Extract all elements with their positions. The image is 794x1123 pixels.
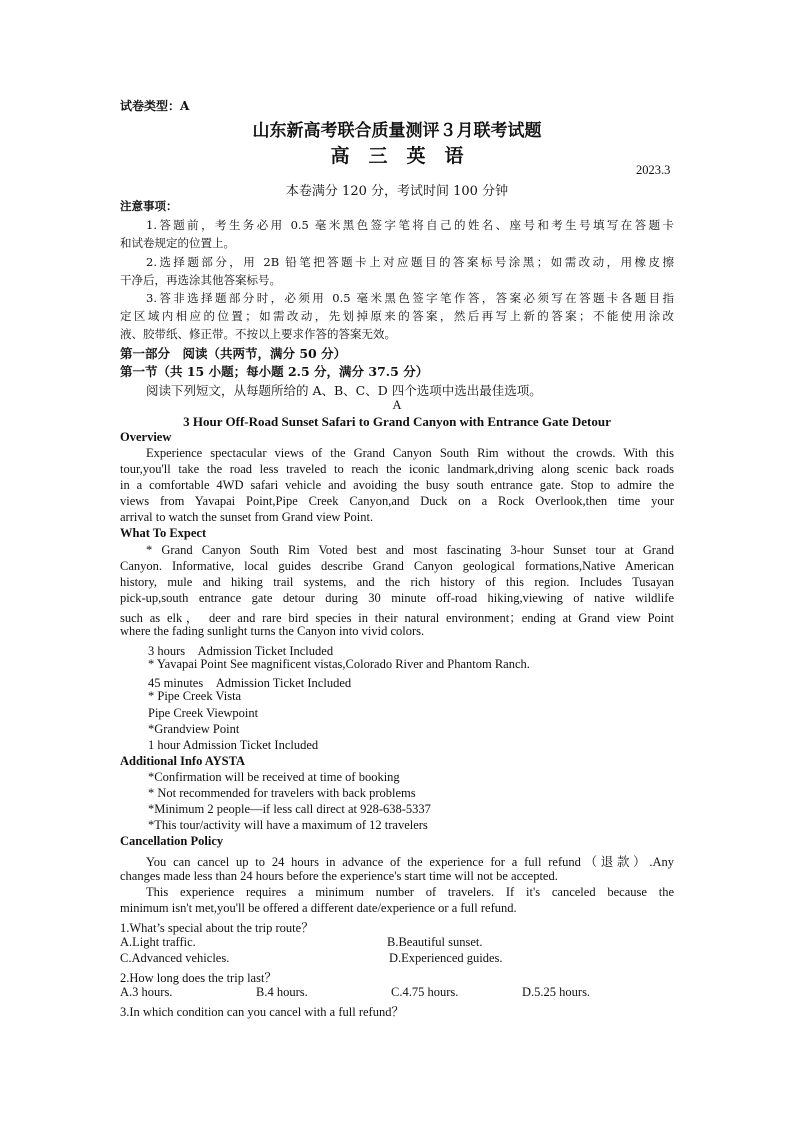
notes-line: 定区域内相应的位置；如需改动，先划掉原来的答案，然后再写上新的答案；不能使用涂改: [120, 309, 674, 323]
info-item: *This tour/activity will have a maximum of 12 travelers: [148, 818, 428, 832]
question-stem: 3.In which condition can you cancel with a full refund？: [120, 1005, 404, 1019]
expect-line: where the fading sunlight turns the Canyon into vivid colors.: [120, 624, 425, 638]
question-option: D.Experienced guides.: [389, 951, 503, 965]
schedule-item: 1 hour Admission Ticket Included: [148, 738, 319, 752]
passage-title: 3 Hour Off-Road Sunset Safari to Grand Canyon with Entrance Gate Detour: [183, 414, 611, 429]
notes-heading: 注意事项：: [120, 199, 178, 213]
question-stem: 1.What’s special about the trip route？: [120, 921, 314, 935]
expect-line: history, mule and hiking trail systems, and the rich history of this region. Includes Tusayan: [120, 575, 674, 589]
exam-title: 山东新高考联合质量测评３月联考试题: [252, 121, 542, 141]
info-heading: Additional Info AYSTA: [120, 754, 246, 768]
exam-date: 2023.3: [636, 163, 671, 177]
question-option: A.Light traffic.: [120, 935, 196, 949]
schedule-item: 3 hours Admission Ticket Included: [148, 644, 334, 658]
expect-heading: What To Expect: [120, 526, 207, 540]
schedule-item: 45 minutes Admission Ticket Included: [148, 676, 352, 690]
expect-line: * Grand Canyon South Rim Voted best and most fascinating 3-hour Sunset tour at Grand: [146, 543, 674, 557]
passage-label: A: [392, 398, 402, 412]
section1-heading: 第一节（共 15 小题；每小题 2.5 分，满分 37.5 分）: [120, 364, 429, 379]
cancel-line: This experience requires a minimum number of travelers. If it's canceled because the: [146, 885, 674, 899]
notes-line: 2.选择题部分，用 2B 铅笔把答题卡上对应题目的答案标号涂黑；如需改动，用橡皮擦: [146, 255, 674, 269]
info-item: *Confirmation will be received at time of booking: [148, 770, 400, 784]
question-option: C.4.75 hours.: [391, 985, 459, 999]
cancel-line: changes made less than 24 hours before the experience's start time will not be accepted.: [120, 869, 558, 883]
info-item: * Not recommended for travelers with back problems: [148, 786, 416, 800]
schedule-item: Pipe Creek Viewpoint: [148, 706, 259, 720]
expect-line: Canyon. Informative, local guides describe Grand Canyon geological formations,Native American: [120, 559, 674, 573]
cancel-heading: Cancellation Policy: [120, 834, 224, 848]
schedule-item: * Pipe Creek Vista: [148, 689, 242, 703]
overview-line: in a comfortable 4WD safari vehicle and avoiding the busy south entrance gate. Stop to admire the: [120, 478, 674, 492]
notes-line: 1.答题前，考生务必用 0.5 毫米黑色签字笔将自己的姓名、座号和考生号填写在答题卡: [146, 218, 674, 232]
question-option: B.Beautiful sunset.: [387, 935, 483, 949]
cancel-line: minimum isn't met,you'll be offered a different date/experience or a full refund.: [120, 901, 517, 915]
exam-subject: 高 三 英 语: [330, 145, 464, 167]
exam-info: 本卷满分 120 分，考试时间 100 分钟: [285, 184, 509, 199]
part1-heading: 第一部分 阅读（共两节，满分 50 分）: [120, 346, 347, 361]
overview-line: Experience spectacular views of the Grand Canyon South Rim without the crowds. With this: [146, 446, 674, 460]
expect-line: pick-up,south entrance gate detour during 30 minute off-road hiking,viewing of native wildlife: [120, 591, 674, 605]
schedule-item: * Yavapai Point See magnificent vistas,Colorado River and Phantom Ranch.: [148, 657, 530, 671]
question-stem: 2.How long does the trip last？: [120, 971, 277, 985]
question-option: B.4 hours.: [256, 985, 308, 999]
overview-line: arrival to watch the sunset from Grand view Point.: [120, 510, 374, 524]
expect-line: such as elk， deer and rare bird species in their natural environment；ending at Grand view Point: [120, 611, 674, 625]
question-option: A.3 hours.: [120, 985, 173, 999]
instruction: 阅读下列短文，从每题所给的 A、B、C、D 四个选项中选出最佳选项。: [146, 383, 542, 398]
paper-type: 试卷类型：A: [120, 99, 190, 113]
schedule-item: *Grandview Point: [148, 722, 240, 736]
overview-line: tour,you'll take the road less traveled to reach the iconic landmark,driving along scenic back roads: [120, 462, 674, 476]
notes-line: 3.答非选择题部分时，必须用 0.5 毫米黑色签字笔作答，答案必须写在答题卡各题目指: [146, 291, 674, 305]
overview-line: views from Yavapai Point,Pipe Creek Canyon,and Duck on a Rock Overlook,then time your: [120, 494, 674, 508]
notes-line: 干净后，再选涂其他答案标号。: [120, 273, 281, 287]
notes-line: 和试卷规定的位置上。: [120, 236, 235, 250]
overview-heading: Overview: [120, 430, 172, 444]
question-option: C.Advanced vehicles.: [120, 951, 230, 965]
notes-line: 液、胶带纸、修正带。不按以上要求作答的答案无效。: [120, 327, 396, 341]
cancel-line: You can cancel up to 24 hours in advance of the experience for a full refund（退款）.Any: [146, 855, 674, 869]
question-option: D.5.25 hours.: [522, 985, 591, 999]
info-item: *Minimum 2 people—if less call direct at 928-638-5337: [148, 802, 431, 816]
